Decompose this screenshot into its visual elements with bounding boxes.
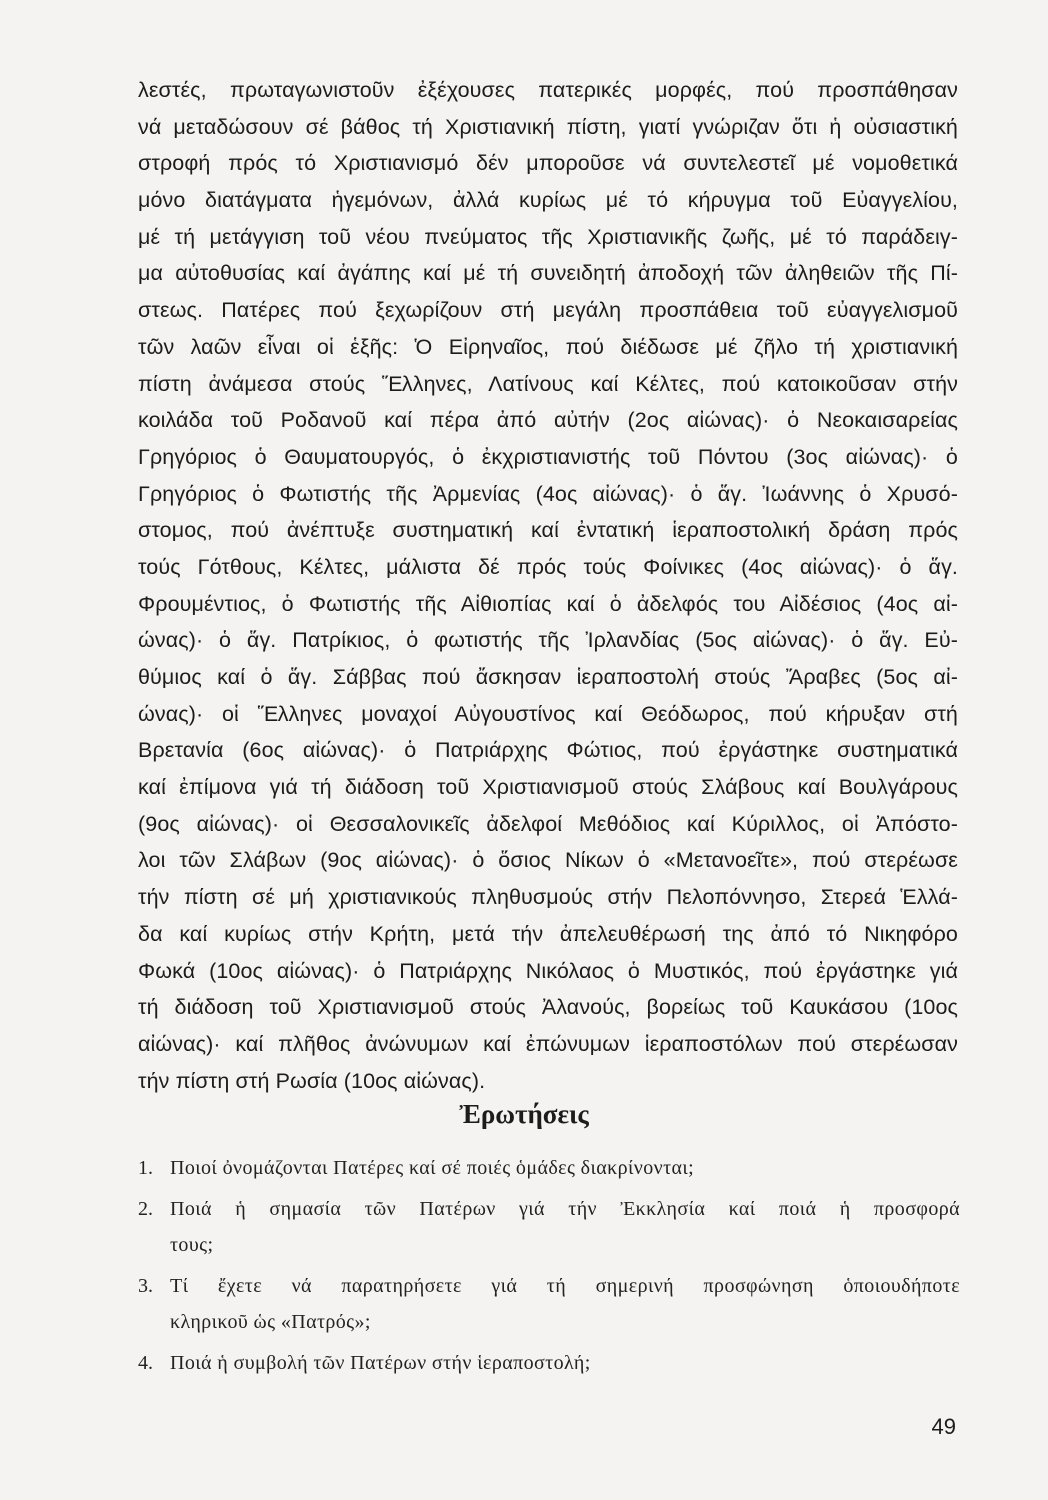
- question-item: [138, 1268, 960, 1340]
- text-line: αἰώνας)· καί πλῆθος ἀνώνυμων καί ἐπώνυμων ἱεραποστόλων πού στερέωσαν: [138, 1031, 958, 1056]
- question-number: 4.: [138, 1352, 153, 1374]
- text-line: ώνας)· ὁ ἅγ. Πατρίκιος, ὁ φωτιστής τῆς Ἰρλανδίας (5ος αἰώνας)· ὁ ἅγ. Εὐ-: [138, 628, 958, 653]
- question-text: [170, 1191, 960, 1263]
- question-item: [138, 1191, 960, 1263]
- text-line: τήν πίστη στή Ρωσία (10ος αἰώνας).: [138, 1068, 486, 1093]
- question-item: [138, 1150, 960, 1186]
- question-line: κληρικοῦ ὡς «Πατρός»;: [170, 1311, 371, 1333]
- questions-list: [138, 1150, 960, 1386]
- text-line: Γρηγόριος ὁ Θαυματουργός, ὁ ἐκχριστιανιστής τοῦ Πόντου (3ος αἰώνας)· ὁ: [138, 444, 958, 469]
- question-number: 2.: [138, 1198, 153, 1220]
- text-line: Φρουμέντιος, ὁ Φωτιστής τῆς Αἰθιοπίας καί ὁ ἀδελφός του Αἰδέσιος (4ος αἰ-: [138, 591, 958, 616]
- question-item: [138, 1345, 960, 1381]
- text-line: μέ τή μετάγγιση τοῦ νέου πνεύματος τῆς Χριστιανικῆς ζωῆς, μέ τό παράδειγ-: [138, 224, 958, 249]
- question-line: Ποιά ἡ σημασία τῶν Πατέρων γιά τήν Ἐκκλησία καί ποιά ἡ προσφορά: [170, 1198, 960, 1220]
- question-text: [170, 1268, 960, 1340]
- text-line: (9ος αἰώνας)· οἱ Θεσσαλονικεῖς ἀδελφοί Μεθόδιος καί Κύριλλος, οἱ Ἀπόστο-: [138, 811, 958, 836]
- text-line: Φωκά (10ος αἰώνας)· ὁ Πατριάρχης Νικόλαος ὁ Μυστικός, πού ἐργάστηκε γιά: [138, 958, 958, 983]
- text-line: δα καί κυρίως στήν Κρήτη, μετά τήν ἀπελευθέρωσή της ἀπό τό Νικηφόρο: [138, 921, 958, 946]
- question-number: 3.: [138, 1275, 153, 1297]
- questions-heading: Ἐρωτήσεις: [459, 1099, 589, 1129]
- text-line: στεως. Πατέρες πού ξεχωρίζουν στή μεγάλη προσπάθεια τοῦ εὐαγγελισμοῦ: [138, 298, 958, 323]
- text-line: πίστη ἀνάμεσα στούς Ἕλληνες, Λατίνους καί Κέλτες, πού κατοικοῦσαν στήν: [138, 371, 958, 396]
- page-number: 49: [931, 1414, 956, 1439]
- text-line: στομος, πού ἀνέπτυξε συστηματική καί ἐντατική ἱεραποστολική δράση πρός: [138, 518, 958, 543]
- question-line: Ποιά ἡ συμβολή τῶν Πατέρων στήν ἱεραποστολή;: [170, 1352, 591, 1374]
- text-line: θύμιος καί ὁ ἅγ. Σάββας πού ἄσκησαν ἱεραποστολή στούς Ἄραβες (5ος αἰ-: [138, 665, 958, 689]
- text-line: καί ἐπίμονα γιά τή διάδοση τοῦ Χριστιανισμοῦ στούς Σλάβους καί Βουλγάρους: [138, 775, 958, 800]
- question-text: [170, 1345, 960, 1381]
- question-text: [170, 1150, 960, 1186]
- text-line: Γρηγόριος ὁ Φωτιστής τῆς Ἀρμενίας (4ος αἰώνας)· ὁ ἅγ. Ἰωάννης ὁ Χρυσό-: [138, 481, 958, 506]
- question-line: Τί ἔχετε νά παρατηρήσετε γιά τή σημερινή προσφώνηση ὁποιουδήποτε: [170, 1275, 960, 1297]
- question-line: Ποιοί ὀνομάζονται Πατέρες καί σέ ποιές ὁμάδες διακρίνονται;: [170, 1157, 695, 1179]
- text-line: τούς Γότθους, Κέλτες, μάλιστα δέ πρός τούς Φοίνικες (4ος αἰώνας)· ὁ ἅγ.: [138, 554, 958, 579]
- text-line: μόνο διατάγματα ἡγεμόνων, ἀλλά κυρίως μέ τό κήρυγμα τοῦ Εὐαγγελίου,: [138, 188, 958, 213]
- text-line: κοιλάδα τοῦ Ροδανοῦ καί πέρα ἀπό αὐτήν (2ος αἰώνας)· ὁ Νεοκαισαρείας: [138, 408, 958, 433]
- question-line: τους;: [170, 1234, 214, 1256]
- text-line: Βρετανία (6ος αἰώνας)· ὁ Πατριάρχης Φώτιος, πού ἐργάστηκε συστηματικά: [138, 738, 958, 763]
- text-line: ώνας)· οἱ Ἕλληνες μοναχοί Αὐγουστίνος καί Θεόδωρος, πού κήρυξαν στή: [138, 701, 958, 726]
- text-line: τῶν λαῶν εἶναι οἱ ἑξῆς: Ὁ Εἰρηναῖος, πού διέδωσε μέ ζῆλο τή χριστιανική: [138, 334, 958, 359]
- text-line: τή διάδοση τοῦ Χριστιανισμοῦ στούς Ἀλανούς, βορείως τοῦ Καυκάσου (10ος: [138, 995, 958, 1020]
- text-line: λοι τῶν Σλάβων (9ος αἰώνας)· ὁ ὅσιος Νίκων ὁ «Μετανοεῖτε», πού στερέωσε: [138, 848, 958, 873]
- text-line: τήν πίστη σέ μή χριστιανικούς πληθυσμούς στήν Πελοπόννησο, Στερεά Ἑλλά-: [138, 885, 958, 910]
- text-line: στροφή πρός τό Χριστιανισμό δέν μποροῦσε νά συντελεστεῖ μέ νομοθετικά: [138, 151, 958, 176]
- text-line: λεστές, πρωταγωνιστοῦν ἐξέχουσες πατερικές μορφές, πού προσπάθησαν: [138, 78, 958, 102]
- question-number: 1.: [138, 1157, 153, 1179]
- body-text: [138, 72, 958, 1099]
- text-line: μα αὐτοθυσίας καί ἀγάπης καί μέ τή συνειδητή ἀποδοχή τῶν ἀληθειῶν τῆς Πί-: [138, 261, 958, 286]
- text-line: νά μεταδώσουν σέ βάθος τή Χριστιανική πίστη, γιατί γνώριζαν ὅτι ἡ οὐσιαστική: [138, 114, 958, 139]
